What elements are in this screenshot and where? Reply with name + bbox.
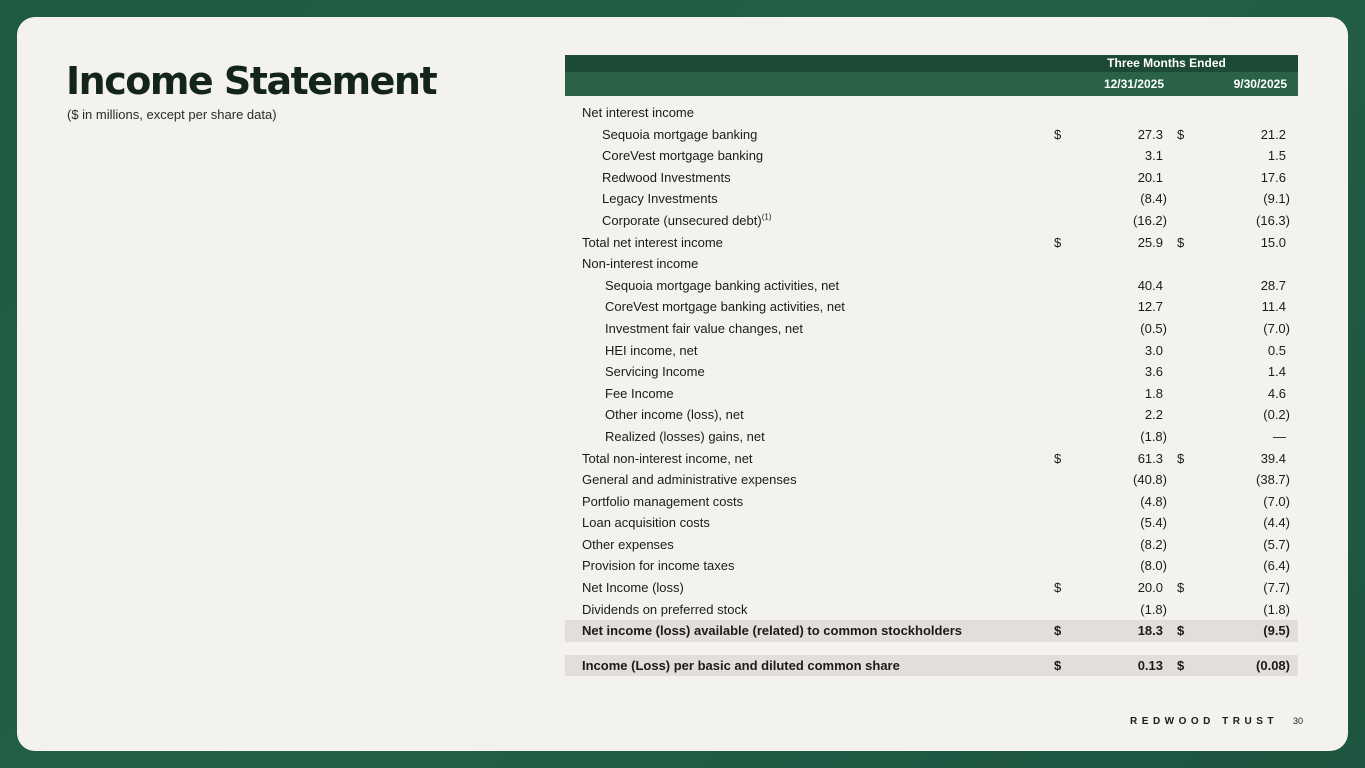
- table-row: [565, 426, 1298, 448]
- value-q3: —: [1273, 428, 1286, 444]
- currency-symbol-q3: $: [1177, 623, 1185, 639]
- value-q3: 15.0: [1260, 234, 1286, 250]
- value-q4: 0.13: [1137, 657, 1163, 673]
- value-q4: (8.4): [1140, 191, 1167, 207]
- value-q4: 3.1: [1144, 148, 1163, 164]
- currency-symbol-q3: $: [1177, 234, 1185, 250]
- value-q3: 17.6: [1260, 169, 1286, 185]
- currency-symbol-q3: $: [1177, 126, 1185, 142]
- row-label: Net Income (loss): [582, 580, 684, 596]
- currency-symbol-q4: $: [1054, 580, 1062, 596]
- table-row: [565, 188, 1298, 210]
- value-q3: 1.5: [1267, 148, 1286, 164]
- currency-symbol-q4: $: [1054, 126, 1062, 142]
- value-q3: 1.4: [1267, 364, 1286, 380]
- row-label: HEI income, net: [605, 342, 698, 358]
- row-label: Income (Loss) per basic and diluted common share: [582, 657, 900, 673]
- table-body: [565, 96, 1298, 676]
- value-q3: (7.7): [1263, 580, 1290, 596]
- table-row: [565, 296, 1298, 318]
- table-row: [565, 577, 1298, 599]
- row-label: Portfolio management costs: [582, 493, 744, 509]
- footnote-marker: (1): [761, 212, 772, 222]
- table-row: [565, 318, 1298, 340]
- row-label: Corporate (unsecured debt): [602, 212, 762, 228]
- table-row: [565, 253, 1298, 275]
- row-label: Other income (loss), net: [605, 407, 744, 423]
- table-row: [565, 655, 1298, 677]
- value-q4: 61.3: [1137, 450, 1163, 466]
- value-q4: (40.8): [1133, 472, 1167, 488]
- row-label: Provision for income taxes: [582, 558, 735, 574]
- income-statement-table: [565, 55, 1298, 676]
- table-row: [565, 124, 1298, 146]
- value-q4: (1.8): [1140, 601, 1167, 617]
- row-label: Legacy Investments: [602, 191, 718, 207]
- row-label: Total non-interest income, net: [582, 450, 753, 466]
- row-label: Realized (losses) gains, net: [605, 428, 765, 444]
- value-q4: 27.3: [1137, 126, 1163, 142]
- row-label: Dividends on preferred stock: [582, 601, 748, 617]
- table-row: [565, 145, 1298, 167]
- row-label: General and administrative expenses: [582, 472, 797, 488]
- table-row: [565, 102, 1298, 124]
- value-q4: 3.6: [1144, 364, 1163, 380]
- row-label: CoreVest mortgage banking: [602, 148, 764, 164]
- currency-symbol-q3: $: [1177, 450, 1185, 466]
- value-q4: (1.8): [1140, 428, 1167, 444]
- column-header-q4: 12/31/2025: [1103, 77, 1164, 91]
- value-q3: (1.8): [1263, 601, 1290, 617]
- value-q3: (6.4): [1263, 558, 1290, 574]
- row-label: Net interest income: [582, 105, 694, 120]
- period-header: [565, 55, 1298, 72]
- value-q3: (9.5): [1263, 623, 1290, 639]
- value-q4: 25.9: [1137, 234, 1163, 250]
- table-row: [565, 404, 1298, 426]
- table-row: [565, 534, 1298, 556]
- currency-symbol-q4: $: [1054, 450, 1062, 466]
- value-q3: 39.4: [1260, 450, 1286, 466]
- row-label: Non-interest income: [582, 256, 699, 272]
- row-label: Redwood Investments: [602, 169, 731, 185]
- value-q3: 11.4: [1261, 299, 1286, 315]
- value-q3: (16.3): [1256, 212, 1290, 228]
- table-row: [565, 275, 1298, 297]
- value-q4: (8.2): [1140, 536, 1167, 552]
- table-row: [565, 210, 1298, 232]
- value-q4: 1.8: [1144, 385, 1163, 401]
- row-label: CoreVest mortgage banking activities, net: [605, 299, 845, 315]
- table-row: [565, 361, 1298, 383]
- table-row: [565, 383, 1298, 405]
- row-label: Net income (loss) available (related) to common stockholders: [582, 623, 962, 639]
- value-q3: (4.4): [1263, 515, 1290, 531]
- value-q3: 21.2: [1260, 126, 1286, 142]
- table-row: [565, 448, 1298, 470]
- value-q4: (16.2): [1133, 212, 1167, 228]
- value-q3: 0.5: [1267, 342, 1286, 358]
- value-q3: (7.0): [1263, 493, 1290, 509]
- value-q4: (5.4): [1140, 515, 1167, 531]
- row-label-wrap: [602, 210, 771, 232]
- row-spacer: [565, 642, 1298, 655]
- value-q4: (4.8): [1140, 493, 1167, 509]
- row-label: Servicing Income: [605, 364, 705, 380]
- table-row: [565, 555, 1298, 577]
- row-label: Total net interest income: [582, 234, 723, 250]
- value-q3: (7.0): [1263, 320, 1290, 336]
- page-title: Income Statement: [66, 59, 437, 103]
- value-q4: 2.2: [1144, 407, 1163, 423]
- value-q3: (5.7): [1263, 536, 1290, 552]
- row-label: Sequoia mortgage banking activities, net: [605, 277, 840, 293]
- value-q4: 18.3: [1137, 623, 1163, 639]
- table-row: [565, 620, 1298, 642]
- currency-symbol-q4: $: [1054, 623, 1062, 639]
- row-label: Other expenses: [582, 536, 674, 552]
- column-header-row: [565, 72, 1298, 96]
- currency-symbol-q3: $: [1177, 580, 1185, 596]
- row-label: Loan acquisition costs: [582, 515, 710, 531]
- value-q3: (0.08): [1256, 657, 1290, 673]
- period-header-label: Three Months Ended: [1107, 56, 1226, 70]
- value-q4: 20.1: [1137, 169, 1163, 185]
- table-row: [565, 512, 1298, 534]
- brand-logo: REDWOOD TRUST: [1130, 716, 1278, 727]
- value-q3: (38.7): [1256, 472, 1290, 488]
- value-q4: 20.0: [1137, 580, 1163, 596]
- value-q3: (0.2): [1263, 407, 1290, 423]
- value-q3: (9.1): [1263, 191, 1290, 207]
- value-q3: 28.7: [1260, 277, 1286, 293]
- page-subtitle: ($ in millions, except per share data): [67, 107, 277, 122]
- value-q4: 12.7: [1137, 299, 1163, 315]
- currency-symbol-q4: $: [1054, 657, 1062, 673]
- table-row: [565, 599, 1298, 621]
- table-row: [565, 340, 1298, 362]
- page-number: 30: [1292, 716, 1303, 726]
- table-row: [565, 469, 1298, 491]
- currency-symbol-q4: $: [1054, 234, 1062, 250]
- column-header-q3: 9/30/2025: [1233, 77, 1287, 91]
- row-label: Fee Income: [605, 385, 674, 401]
- value-q4: (8.0): [1140, 558, 1167, 574]
- value-q4: 40.4: [1137, 277, 1163, 293]
- slide: [17, 17, 1348, 751]
- currency-symbol-q3: $: [1177, 657, 1185, 673]
- row-label: Investment fair value changes, net: [605, 320, 804, 336]
- table-row: [565, 167, 1298, 189]
- table-row: [565, 232, 1298, 254]
- value-q4: (0.5): [1140, 320, 1167, 336]
- table-row: [565, 491, 1298, 513]
- value-q3: 4.6: [1267, 385, 1286, 401]
- value-q4: 3.0: [1144, 342, 1163, 358]
- row-label: Sequoia mortgage banking: [602, 126, 758, 142]
